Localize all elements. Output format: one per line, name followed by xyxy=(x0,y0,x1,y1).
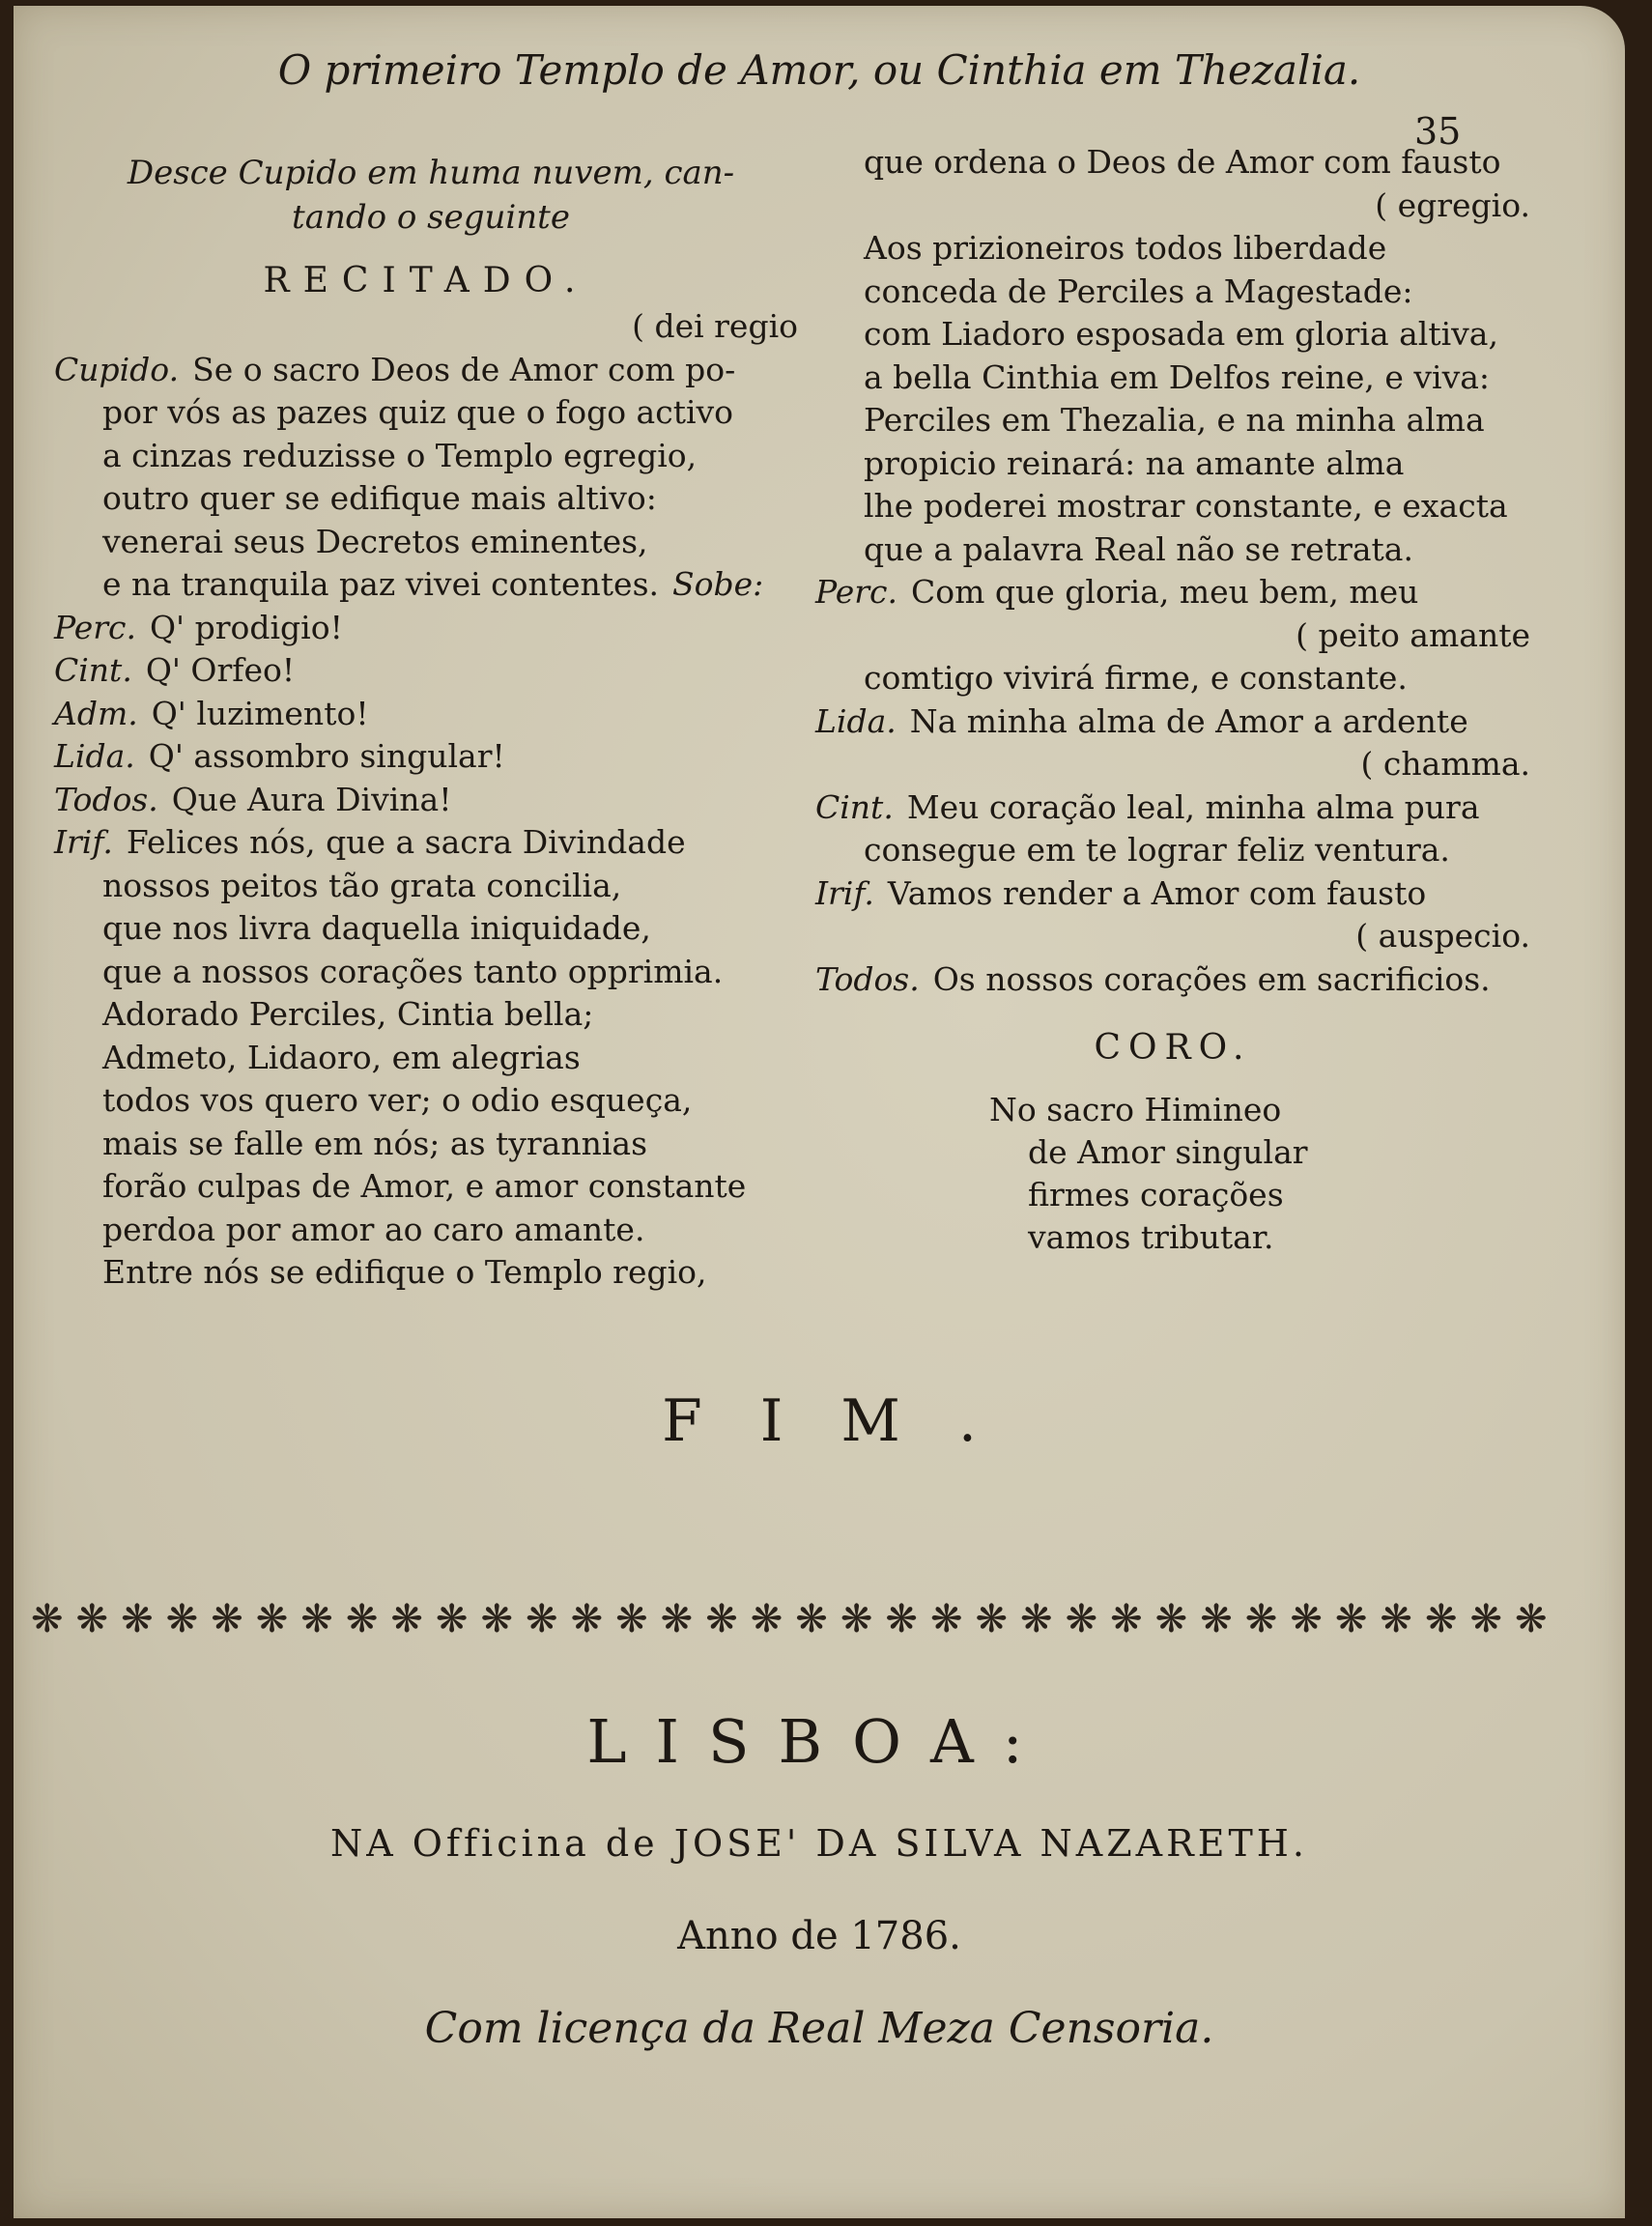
verse-text: forão culpas de Amor, e amor constante xyxy=(102,1167,747,1205)
ornament-flower-icon: ❋ xyxy=(255,1597,289,1641)
verse-line xyxy=(815,485,1530,528)
verse-text: Se o sacro Deos de Amor com po- xyxy=(192,350,736,388)
verse-line xyxy=(54,951,798,994)
verse-line xyxy=(54,1209,798,1252)
verse-text: por vós as pazes quiz que o fogo activo xyxy=(102,393,734,431)
ornament-flower-icon: ❋ xyxy=(660,1597,694,1641)
ornament-flower-icon: ❋ xyxy=(1154,1597,1188,1641)
speaker-name: Cint. xyxy=(54,651,132,689)
imprint-licence: Com licença da Real Meza Censoria. xyxy=(424,2004,1214,2053)
verse-lines-left xyxy=(54,305,798,1295)
section-heading: RECITADO. xyxy=(263,261,589,300)
verse-line xyxy=(815,271,1530,314)
verse-line xyxy=(815,614,1530,658)
verse-line xyxy=(815,357,1530,400)
verse-line xyxy=(54,391,798,435)
speaker-name: Cupido. xyxy=(54,350,180,388)
ending-fim: FIM. xyxy=(662,1387,1035,1455)
verse-line xyxy=(815,786,1530,830)
speaker-name: Todos. xyxy=(815,959,920,998)
ornament-flower-icon: ❋ xyxy=(1334,1597,1368,1641)
ornament-flower-icon: ❋ xyxy=(1290,1597,1323,1641)
verse-text: e na tranquila paz vivei contentes. xyxy=(102,565,660,603)
verse-text: ( chamma. xyxy=(1360,745,1530,783)
ornament-flower-icon: ❋ xyxy=(211,1597,243,1641)
verse-text: conceda de Perciles a Magestade: xyxy=(864,271,1413,310)
running-title: O primeiro Templo de Amor, ou Cinthia em Thezalia. xyxy=(277,46,1361,94)
right-column xyxy=(815,141,1530,1259)
speaker-name: Perc. xyxy=(815,573,897,611)
speaker-name: Lida. xyxy=(54,737,135,775)
imprint-printer: NA Officina de JOSE' DA SILVA NAZARETH. xyxy=(329,1822,1309,1865)
imprint-city: LISBOA: xyxy=(586,1706,1052,1777)
stage-direction-line: Desce Cupido em huma nuvem, can- xyxy=(127,154,735,192)
verse-line xyxy=(815,571,1530,614)
verse-line xyxy=(54,993,798,1037)
ornament-rule xyxy=(31,1590,1548,1648)
ornament-flower-icon: ❋ xyxy=(1200,1597,1233,1641)
verse-text: comtigo vivirá firme, e constante. xyxy=(864,659,1408,697)
ornament-flower-icon: ❋ xyxy=(1110,1597,1143,1641)
verse-line xyxy=(815,958,1530,1002)
verse-line xyxy=(815,872,1530,916)
ornament-flower-icon: ❋ xyxy=(1244,1597,1278,1641)
left-column xyxy=(54,151,798,1295)
verse-text: Q' assombro singular! xyxy=(148,737,505,775)
ornament-flower-icon: ❋ xyxy=(1424,1597,1458,1641)
verse-line xyxy=(54,1123,798,1166)
verse-text: outro quer se edifique mais altivo: xyxy=(102,479,657,517)
verse-line xyxy=(815,700,1530,744)
ornament-flower-icon: ❋ xyxy=(705,1597,738,1641)
verse-line xyxy=(54,693,798,736)
verse-line xyxy=(54,1079,798,1123)
stage-cue: Sobe: xyxy=(672,565,764,603)
verse-text: propicio reinará: na amante alma xyxy=(864,443,1405,482)
verse-line xyxy=(815,313,1530,357)
verse-line xyxy=(54,907,798,951)
verse-line xyxy=(54,1165,798,1209)
verse-line xyxy=(54,563,798,607)
verse-text: ( dei regio xyxy=(632,307,798,345)
verse-line xyxy=(815,442,1530,486)
verse-text: Adorado Perciles, Cintia bella; xyxy=(102,995,594,1033)
verse-text: Admeto, Lidaoro, em alegrias xyxy=(102,1038,581,1076)
ornament-flower-icon: ❋ xyxy=(390,1597,423,1641)
verse-text: com Liadoro esposada em gloria altiva, xyxy=(864,315,1498,353)
ornament-flower-icon: ❋ xyxy=(750,1597,783,1641)
verse-line xyxy=(54,349,798,392)
ornament-flower-icon: ❋ xyxy=(1020,1597,1053,1641)
verse-line xyxy=(54,607,798,650)
verse-line xyxy=(815,141,1530,185)
verse-lines-right xyxy=(815,141,1530,1001)
verse-line xyxy=(54,477,798,521)
verse-line xyxy=(815,743,1530,786)
ornament-flower-icon: ❋ xyxy=(840,1597,873,1641)
ornament-flower-icon: ❋ xyxy=(165,1597,199,1641)
ornament-flower-icon: ❋ xyxy=(526,1597,558,1641)
verse-line xyxy=(54,1251,798,1295)
verse-text: todos vos quero ver; o odio esqueça, xyxy=(102,1081,693,1119)
chorus-line: No sacro Himineo xyxy=(989,1091,1282,1128)
verse-line xyxy=(815,915,1530,958)
verse-text: que ordena o Deos de Amor com fausto xyxy=(864,143,1501,181)
imprint-year: Anno de 1786. xyxy=(677,1914,961,1958)
verse-line xyxy=(54,821,798,865)
ornament-flower-icon: ❋ xyxy=(345,1597,379,1641)
verse-line xyxy=(815,528,1530,572)
verse-line xyxy=(54,521,798,564)
ornament-flower-icon: ❋ xyxy=(1380,1597,1412,1641)
chorus-heading: CORO. xyxy=(1094,1028,1252,1068)
verse-text: a cinzas reduzisse o Templo egregio, xyxy=(102,436,698,474)
chorus-line: vamos tributar. xyxy=(1028,1218,1274,1256)
verse-line xyxy=(815,829,1530,872)
verse-text: nossos peitos tão grata concilia, xyxy=(102,866,622,904)
verse-text: Perciles em Thezalia, e na minha alma xyxy=(864,401,1485,439)
verse-line xyxy=(815,399,1530,442)
verse-line xyxy=(54,649,798,693)
ornament-flower-icon: ❋ xyxy=(1469,1597,1503,1641)
verse-text: ( egregio. xyxy=(1375,186,1530,224)
verse-text: Felices nós, que a sacra Divindade xyxy=(126,823,686,861)
chorus-line: de Amor singular xyxy=(1028,1133,1308,1171)
verse-text: Entre nós se edifique o Templo regio, xyxy=(102,1253,707,1291)
chorus-line: firmes corações xyxy=(1028,1176,1284,1213)
speaker-name: Cint. xyxy=(815,787,894,826)
ornament-flower-icon: ❋ xyxy=(1065,1597,1098,1641)
verse-text: lhe poderei mostrar constante, e exacta xyxy=(864,487,1508,525)
verse-line xyxy=(54,865,798,908)
ornament-flower-icon: ❋ xyxy=(31,1597,64,1641)
speaker-name: Irif. xyxy=(815,873,874,912)
verse-text: Q' prodigio! xyxy=(150,608,343,646)
verse-text: ( auspecio. xyxy=(1355,917,1530,955)
ornament-flower-icon: ❋ xyxy=(615,1597,648,1641)
verse-text: Q' Orfeo! xyxy=(145,651,296,689)
page-number: 35 xyxy=(1414,110,1462,153)
verse-line xyxy=(54,735,798,779)
verse-text: Com que gloria, meu bem, meu xyxy=(911,573,1419,611)
verse-text: Na minha alma de Amor a ardente xyxy=(909,701,1468,740)
verse-text: que a nossos corações tanto opprimia. xyxy=(102,952,724,990)
ornament-flower-icon: ❋ xyxy=(1515,1597,1548,1641)
verse-text: mais se falle em nós; as tyrannias xyxy=(102,1124,648,1162)
verse-text: Vamos render a Amor com fausto xyxy=(887,873,1427,912)
ornament-flower-icon: ❋ xyxy=(121,1597,154,1641)
ornament-flower-icon: ❋ xyxy=(435,1597,469,1641)
ornament-flower-icon: ❋ xyxy=(885,1597,918,1641)
verse-line xyxy=(815,657,1530,700)
ornament-flower-icon: ❋ xyxy=(570,1597,604,1641)
speaker-name: Adm. xyxy=(54,694,138,732)
verse-text: Meu coração leal, minha alma pura xyxy=(906,787,1480,826)
verse-text: Q' luzimento! xyxy=(151,694,369,732)
verse-text: venerai seus Decretos eminentes, xyxy=(102,522,648,560)
verse-line xyxy=(815,227,1530,271)
stage-direction-line: tando o seguinte xyxy=(292,198,570,237)
verse-text: a bella Cinthia em Delfos reine, e viva: xyxy=(864,357,1491,396)
verse-text: Que Aura Divina! xyxy=(171,780,452,818)
speaker-name: Irif. xyxy=(54,823,113,861)
ornament-flower-icon: ❋ xyxy=(795,1597,828,1641)
verse-line xyxy=(54,305,798,349)
verse-text: perdoa por amor ao caro amante. xyxy=(102,1210,645,1248)
verse-text: que nos livra daquella iniquidade, xyxy=(102,909,651,947)
speaker-name: Perc. xyxy=(54,608,136,646)
stage-direction xyxy=(54,151,798,240)
verse-text: Os nossos corações em sacrificios. xyxy=(932,959,1491,998)
verse-text: ( peito amante xyxy=(1296,615,1530,654)
verse-line xyxy=(54,1037,798,1080)
verse-line xyxy=(54,435,798,478)
speaker-name: Todos. xyxy=(54,780,158,818)
speaker-name: Lida. xyxy=(815,701,897,740)
verse-text: Aos prizioneiros todos liberdade xyxy=(864,229,1387,267)
ornament-flower-icon: ❋ xyxy=(480,1597,513,1641)
ornament-flower-icon: ❋ xyxy=(975,1597,1008,1641)
chorus xyxy=(815,1089,1530,1259)
ornament-flower-icon: ❋ xyxy=(300,1597,333,1641)
verse-line xyxy=(815,185,1530,228)
verse-text: que a palavra Real não se retrata. xyxy=(864,529,1413,568)
verse-text: consegue em te lograr feliz ventura. xyxy=(864,831,1450,869)
verse-line xyxy=(54,779,798,822)
book-page xyxy=(14,6,1625,2218)
ornament-flower-icon: ❋ xyxy=(929,1597,963,1641)
ornament-flower-icon: ❋ xyxy=(75,1597,109,1641)
